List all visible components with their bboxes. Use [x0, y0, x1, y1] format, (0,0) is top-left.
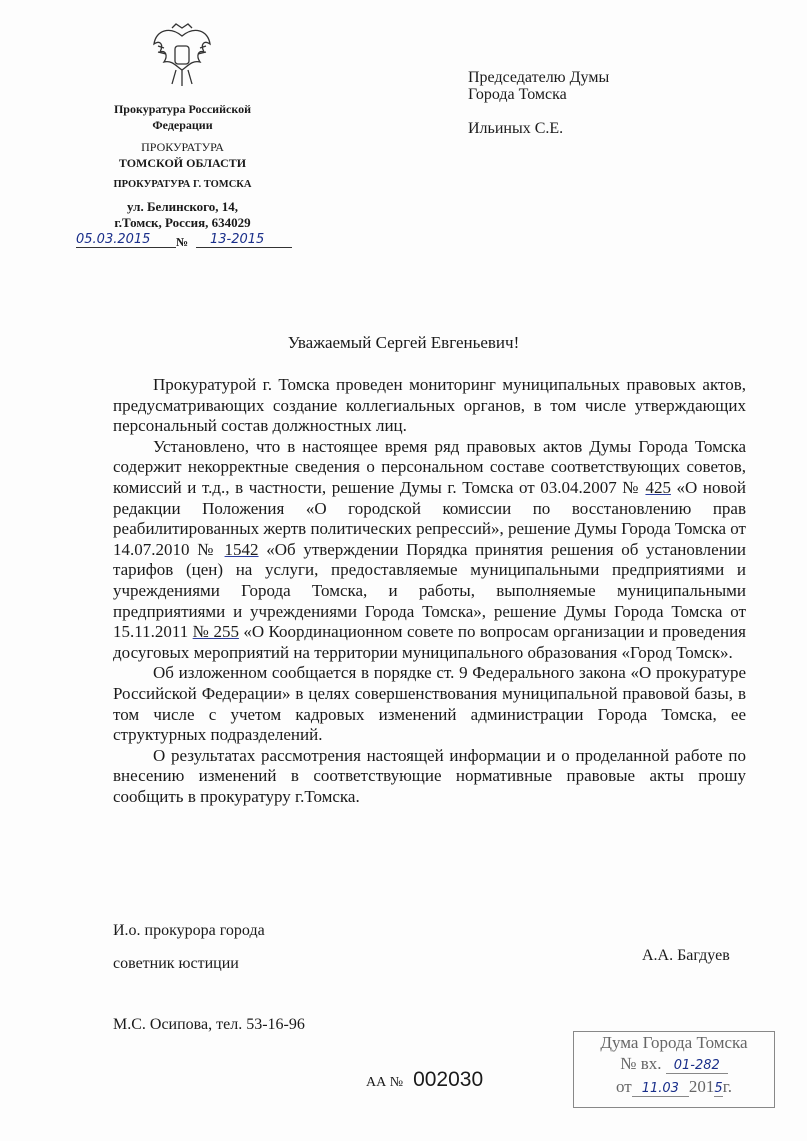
addressee-title: Города Томска [468, 86, 567, 103]
stamp-year-digit: 5 [714, 1081, 723, 1096]
paragraph-text: Установлено, что в настоящее время ряд правовых актов Думы Города Томска содержит некорректные сведения о персональном составе соответствующих советов, комиссий и т.д., в частности, решение Думы г. Томска от 03.04.2007 № [113, 436, 746, 497]
coat-of-arms-emblem [150, 22, 214, 90]
letterhead-line: г.Томск, Россия, 634029 [114, 215, 251, 230]
stamp-date: 11.03 [632, 1081, 689, 1097]
decision-number: 425 [645, 477, 671, 497]
decision-number: 1542 [224, 539, 259, 559]
paragraph-text: «Об утверждении Порядка принятия решения об установлении тарифов (цен) на услуги, предоставляемые муниципальными предприятиями и учреждениями Города Томска, и работы, выполняемые муниципальными предприятиями и учреждениями Города Томска», решение Думы Города Томска от 15.11.2011 [113, 539, 746, 642]
letterhead-line: ПРОКУРАТУРА Г. ТОМСКА [113, 179, 252, 190]
incoming-stamp [573, 1031, 775, 1108]
outgoing-number: 13-2015 [196, 232, 292, 248]
number-label: № [176, 235, 189, 249]
stamp-year: 201 [688, 1077, 715, 1096]
stamp-title: Дума Города Томска [600, 1033, 748, 1052]
letterhead-line: ТОМСКОЙ ОБЛАСТИ [118, 156, 247, 170]
serial-prefix: АА № [366, 1075, 404, 1090]
paragraph-text: «О новой редакции Положения «О городской комиссии по восстановлению прав реабилитированных жертв политических репрессий», решение Думы Города Томска от 14.07.2010 № [113, 477, 746, 559]
stamp-in-label: № вх. [620, 1054, 662, 1073]
letterhead-line: ул. Белинского, 14, [126, 199, 239, 214]
decision-number: № 255 [192, 622, 239, 642]
letterhead-line: ПРОКУРАТУРА [141, 140, 224, 154]
letterhead-line: Федерации [152, 118, 213, 132]
stamp-date-label: от [615, 1077, 632, 1096]
stamp-year-end: г. [722, 1077, 733, 1096]
paragraph-text: «О Координационном совете по вопросам организации и проведения досуговых мероприятий на территории муниципального образования «Город Томск». [113, 622, 746, 662]
paragraph [113, 437, 746, 664]
paragraph: О результатах рассмотрения настоящей информации и о проделанной работе по внесению изменений в соответствующие нормативные правовые акты прошу сообщить в прокуратуру г.Томска. [113, 745, 746, 806]
paragraph: Об изложенном сообщается в порядке ст. 9 Федерального закона «О прокуратуре Российской Федерации» в целях совершенствования муниципальной правовой базы, в том числе с учетом кадровых изменений администрации Города Томска, ее структурных подразделений. [113, 663, 746, 745]
addressee-name: Ильиных С.Е. [468, 120, 564, 137]
executor-contact: М.С. Осипова, тел. 53-16-96 [113, 1016, 305, 1033]
outgoing-date: 05.03.2015 [76, 232, 176, 248]
salutation: Уважаемый Сергей Евгеньевич! [287, 333, 520, 352]
paragraph: Прокуратурой г. Томска проведен мониторинг муниципальных правовых актов, предусматривающих создание коллегиальных органов, в том числе утверждающих персональный состав должностных лиц. [113, 375, 746, 436]
serial-number: 002030 [413, 1068, 484, 1091]
letter-body [113, 375, 746, 807]
letterhead-line: Прокуратура Российской [113, 102, 252, 116]
stamp-in-number: 01-282 [666, 1058, 728, 1074]
signer-rank: советник юстиции [113, 955, 239, 972]
signer-name: А.А. Багдуев [642, 947, 730, 964]
signer-position: И.о. прокурора города [113, 922, 265, 939]
addressee-title: Председателю Думы [468, 69, 610, 86]
